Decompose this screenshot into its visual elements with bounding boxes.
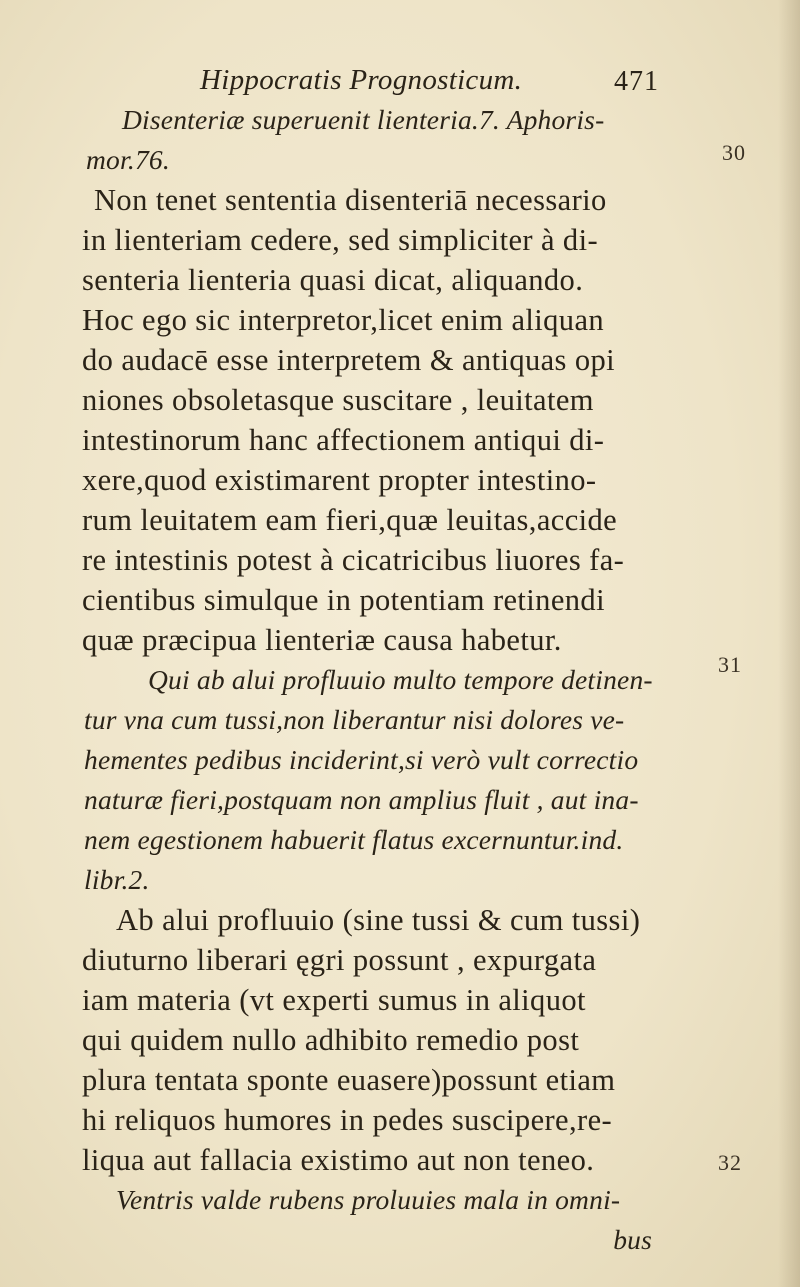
aphorism-heading-line: mor.76. xyxy=(86,144,170,175)
paragraph-line: diuturno liberari ęgri possunt , expurgata xyxy=(82,943,597,977)
paragraph-line: plura tentata sponte euasere)possunt etiam xyxy=(82,1063,616,1097)
aphorism-heading-line: tur vna cum tussi,non liberantur nisi dolores ve- xyxy=(84,704,625,735)
aphorism-heading-line: hementes pedibus inciderint,si verò vult correctio xyxy=(84,744,639,775)
running-title: Hippocratis Prognosticum. xyxy=(200,64,523,96)
aphorism-heading-line: naturæ fieri,postquam non amplius fluit , aut ina- xyxy=(84,784,639,815)
aphorism-heading-line: bus xyxy=(613,1224,652,1255)
paragraph-line: Hoc ego sic interpretor,licet enim aliquan xyxy=(82,303,605,337)
margin-number-30: 30 xyxy=(722,140,746,165)
paragraph-line: do audacē esse interpretem & antiquas opi xyxy=(82,343,616,377)
page-gutter-shadow xyxy=(778,0,800,1287)
paragraph-line: xere,quod existimarent propter intestino- xyxy=(82,463,597,497)
aphorism-heading-line: Qui ab alui profluuio multo tempore detinen- xyxy=(148,664,653,695)
paragraph-line: re intestinis potest à cicatricibus liuores fa- xyxy=(82,543,625,577)
paragraph-line: hi reliquos humores in pedes suscipere,re- xyxy=(82,1103,613,1137)
margin-number-31: 31 xyxy=(718,652,742,677)
paragraph-line: Non tenet sententia disenteriā necessario xyxy=(94,183,607,217)
paragraph-line: niones obsoletasque suscitare , leuitatem xyxy=(82,383,594,417)
aphorism-heading-line: libr.2. xyxy=(84,864,150,895)
paragraph-line: quæ præcipua lienteriæ causa habetur. xyxy=(82,623,562,657)
paragraph-line: liqua aut fallacia existimo aut non teneo. xyxy=(82,1143,595,1177)
margin-number-32: 32 xyxy=(718,1150,742,1175)
paragraph-line: Ab alui profluuio (sine tussi & cum tussi) xyxy=(116,903,641,937)
paragraph-line: qui quidem nullo adhibito remedio post xyxy=(82,1023,580,1057)
paragraph-line: intestinorum hanc affectionem antiqui di- xyxy=(82,423,605,457)
aphorism-heading-line: Ventris valde rubens proluuies mala in omni- xyxy=(116,1184,621,1215)
paragraph-line: iam materia (vt experti sumus in aliquot xyxy=(82,983,586,1017)
paragraph-line: cientibus simulque in potentiam retinendi xyxy=(82,583,605,617)
aphorism-heading-line: nem egestionem habuerit flatus excernuntur.ind. xyxy=(84,824,624,855)
paragraph-line: in lienteriam cedere, sed simpliciter à di- xyxy=(82,223,599,257)
paragraph-line: senteria lienteria quasi dicat, aliquando. xyxy=(82,263,584,297)
aphorism-heading-line: Disenteriæ superuenit lienteria.7. Aphoris- xyxy=(122,104,605,135)
page-number: 471 xyxy=(614,66,659,97)
body-text xyxy=(60,100,660,1260)
paragraph-line: rum leuitatem eam fieri,quæ leuitas,accide xyxy=(82,503,618,537)
